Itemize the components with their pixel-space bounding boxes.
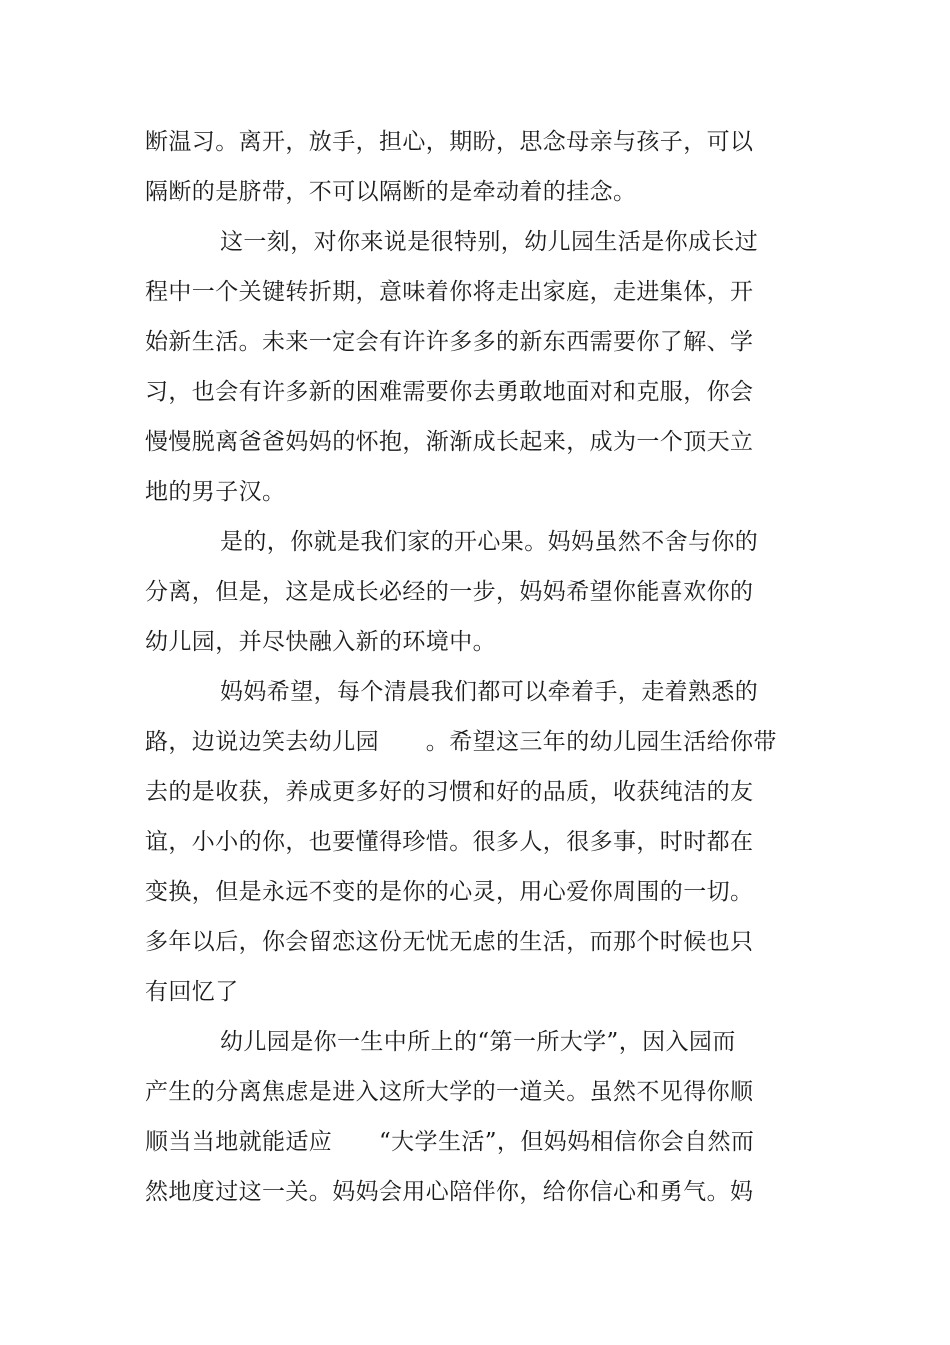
text-line-22: 然地度过这一关。妈妈会用心陪伴你，给你信心和勇气。妈 [145,1179,754,1205]
text-line-2: 隔断的是脐带，不可以隔断的是牵动着的挂念。 [145,179,637,205]
text-line-11: 幼儿园，并尽快融入新的环境中。 [145,629,496,655]
text-line-10: 分离，但是，这是成长必经的一步，妈妈希望你能喜欢你的 [145,579,754,605]
text-line-15: 谊，小小的你，也要懂得珍惜。很多人，很多事，时时都在 [145,829,754,855]
text-line-5: 始新生活。未来一定会有许许多多的新东西需要你了解、学 [145,329,754,355]
paragraph-start-line: 妈妈希望，每个清晨我们都可以牵着手，走着熟悉的 [220,679,759,705]
text-line-6: 习，也会有许多新的困难需要你去勇敢地面对和克服，你会 [145,379,754,405]
paragraph-start-line: 这一刻，对你来说是很特别，幼儿园生活是你成长过 [220,229,759,255]
text-line-1: 断温习。离开，放手，担心，期盼，思念母亲与孩子，可以 [145,129,754,155]
text-line-21: 顺当当地就能适应 “大学生活”，但妈妈相信你会自然而 [145,1129,755,1155]
text-line-4: 程中一个关键转折期，意味着你将走出家庭，走进集体，开 [145,279,754,305]
text-line-20: 产生的分离焦虑是进入这所大学的一道关。虽然不见得你顺 [145,1079,754,1105]
paragraph-start-line: 是的，你就是我们家的开心果。妈妈虽然不舍与你的 [220,529,759,555]
text-line-18: 有回忆了 [145,979,239,1005]
text-line-16: 变换，但是永远不变的是你的心灵，用心爱你周围的一切。 [145,879,754,905]
text-line-8: 地的男子汉。 [145,479,286,505]
paragraph-start-line: 幼儿园是你一生中所上的“第一所大学”，因入园而 [220,1029,736,1055]
text-line-13: 路，边说边笑去幼儿园 。希望这三年的幼儿园生活给你带 [145,729,777,755]
text-line-14: 去的是收获，养成更多好的习惯和好的品质，收获纯洁的友 [145,779,754,805]
text-line-7: 慢慢脱离爸爸妈妈的怀抱，渐渐成长起来，成为一个顶天立 [145,429,754,455]
text-line-17: 多年以后，你会留恋这份无忧无虑的生活，而那个时候也只 [145,929,754,955]
